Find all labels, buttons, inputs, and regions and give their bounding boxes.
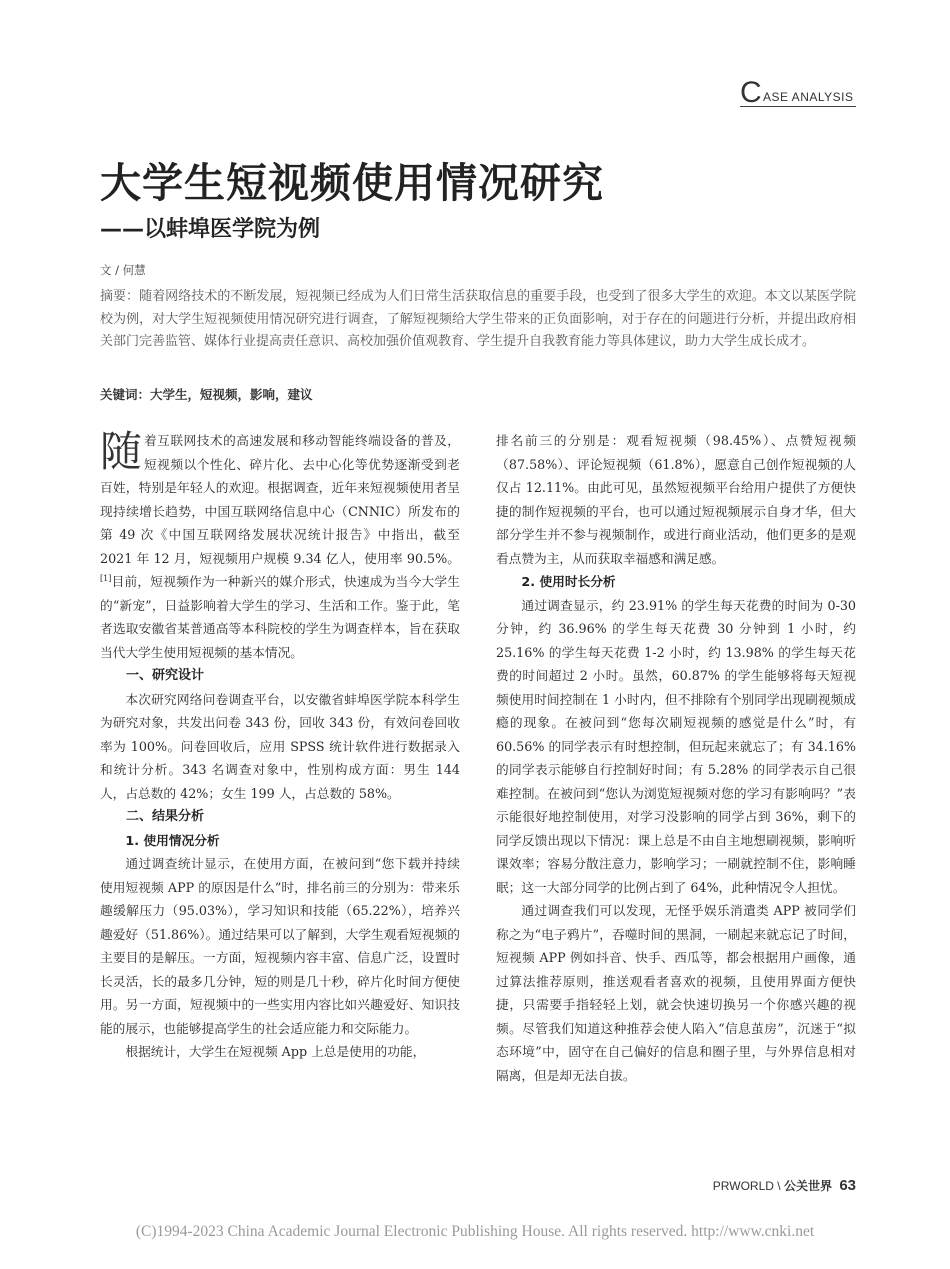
section-label-rule [740, 106, 856, 107]
footer-separator: \ [777, 1179, 781, 1193]
section1-paragraph: 本次研究网络问卷调查平台，以安徽省蚌埠医学院本科学生为研究对象，共发出问卷 343 份，回收 343 份，有效问卷回收率为 100%。问卷回收后，应用 SPSS 统计软件进行数据录入和统计分析。343 名调查对象中，性别构成方面：男生 144 人，占总数的 42%；女生 199 人，占总数的 58%。 [100, 691, 460, 801]
section-heading-2: 二、结果分析 [126, 809, 205, 824]
intro-paragraph [100, 429, 460, 664]
subsection-heading-2: 2. 使用时长分析 [521, 574, 616, 589]
article-subtitle: ——以蚌埠医学院为例 [100, 217, 321, 242]
sub1-paragraph-2-start: 根据统计，大学生在短视频 App 上总是使用的功能， [125, 1044, 426, 1059]
intro-text-a: 着互联网技术的高速发展和移动智能终端设备的普及，短视频以个性化、碎片化、去中心化等优势逐渐受到老百姓，特别是年轻人的欢迎。根据调查，近年来短视频使用者呈现持续增长趋势，中国互联网络信息中心（CNNIC）所发布的第 49 次《中国互联网络发展状况统计报告》中指出，截至 2021 年 12 月，短视频用户规模 9.34 亿人，使用率 90.5%。 [100, 433, 460, 566]
subsection-heading-1: 1. 使用情况分析 [125, 832, 220, 848]
intro-text-b: 目前，短视频作为一种新兴的媒介形式，快速成为当今大学生的“新宠”，日益影响着大学生的学习、生活和工作。鉴于此，笔者选取安徽省某普通高等本科院校的学生为调查样本，旨在获取当代大学生使用短视频的基本情况。 [100, 574, 460, 660]
page-footer [690, 1177, 856, 1194]
sub2-paragraph-2: 通过调查我们可以发现，无怪乎娱乐消遣类 APP 被同学们称之为“电子鸦片”，吞噬时间的黑洞，一刷起来就忘记了时间，短视频 APP 例如抖音、快手、西瓜等，都会根据用户画像，通过算法推荐原则，推送观看者喜欢的视频，且使用界面方便快捷，只需要手指轻轻上划，就会快速切换另一个你感兴趣的视频。尽管我们知道这种推荐会使人陷入“信息茧房”，沉迷于“拟态环境”中，固守在自己偏好的信息和圈子里，与外界信息相对隔离，但是却无法自拔。 [496, 903, 856, 1083]
magazine-name-en: PRWORLD [712, 1179, 774, 1193]
sub1-paragraph-1: 通过调查统计显示，在使用方面，在被问到“您下载并持续使用短视频 APP 的原因是什么”时，排名前三的分别为：带来乐趣缓解压力（95.03%），学习知识和技能（65.22%），培养兴趣爱好（51.86%）。通过结果可以了解到，大学生观看短视频的主要目的是解压。一方面，短视频内容丰富、信息广泛，设置时长灵活，长的最多几分钟，短的则是几十秒，碎片化时间方便使用。另一方面，短视频中的一些实用内容比如兴趣爱好、知识技能的展示，也能够提高学生的社会适应能力和交际能力。 [100, 856, 460, 1036]
citation-ref: [1] [100, 573, 112, 583]
copyright-notice: (C)1994-2023 China Academic Journal Electronic Publishing House. All rights reserved. http://www.cnki.net [135, 1223, 815, 1240]
body-column-right [496, 429, 856, 1087]
section-label-initial: C [740, 76, 762, 109]
sub2-paragraph-1: 通过调查显示，约 23.91% 的学生每天花费的时间为 0-30 分钟，约 36.96% 的学生每天花费 30 分钟到 1 小时，约 25.16% 的学生每天花费 1-2 小时，约 13.98% 的学生每天花费的时间超过 2 小时。虽然，60.87% 的学生能够将每天短视频使用时间控制在 1 小时内，但不排除有个别同学出现刷视频成瘾的现象。在被问到“您每次刷短视频的感觉是什么”时，有 60.56% 的同学表示有时想控制，但玩起来就忘了；有 34.16% 的同学表示能够自行控制好时间；有 5.28% 的同学表示自己很难控制。在被问到“您认为浏览短视频对您的学习有影响吗？”表示能很好地控制使用，对学习没影响的同学占到 36%，剩下的同学反馈出现以下情况：课上总是不由自主地想刷视频，影响听课效率；容易分散注意力，影响学习；一刷就控制不住，影响睡眠；这一大部分同学的比例占到了 64%，此种情况令人担忧。 [496, 597, 856, 895]
drop-cap: 随 [100, 427, 143, 476]
magazine-name-cn: 公关世界 [783, 1179, 832, 1193]
section-label [740, 78, 856, 108]
sub1-paragraph-2-cont: 排名前三的分别是：观看短视频（98.45%）、点赞短视频（87.58%）、评论短视频（61.8%），愿意自己创作短视频的人仅占 12.11%。由此可见，虽然短视频平台给用户提供了方便快捷的制作短视频的平台，也可以通过短视频展示自身才华，但大部分学生并不参与视频制作，或进行商业活动，他们更多的是观看点赞为主，从而获取幸福感和满足感。 [496, 433, 856, 566]
article-abstract: 摘要：随着网络技术的不断发展，短视频已经成为人们日常生活获取信息的重要手段，也受到了很多大学生的欢迎。本文以某医学院校为例，对大学生短视频使用情况研究进行调查，了解短视频给大学生带来的正负面影响，对于存在的问题进行分析，并提出政府相关部门完善监管、媒体行业提高责任意识、高校加强价值观教育、学生提升自我教育能力等具体建议，助力大学生成长成才。 [100, 289, 856, 349]
section-label-text: ASE ANALYSIS [763, 90, 854, 104]
section-heading-1: 一、研究设计 [126, 668, 205, 683]
page-number: 63 [839, 1177, 856, 1194]
article-keywords: 关键词：大学生，短视频，影响，建议 [100, 387, 313, 402]
article-author: 文 / 何慧 [100, 263, 146, 277]
body-column-left [100, 429, 460, 1064]
article-title: 大学生短视频使用情况研究 [100, 159, 604, 207]
